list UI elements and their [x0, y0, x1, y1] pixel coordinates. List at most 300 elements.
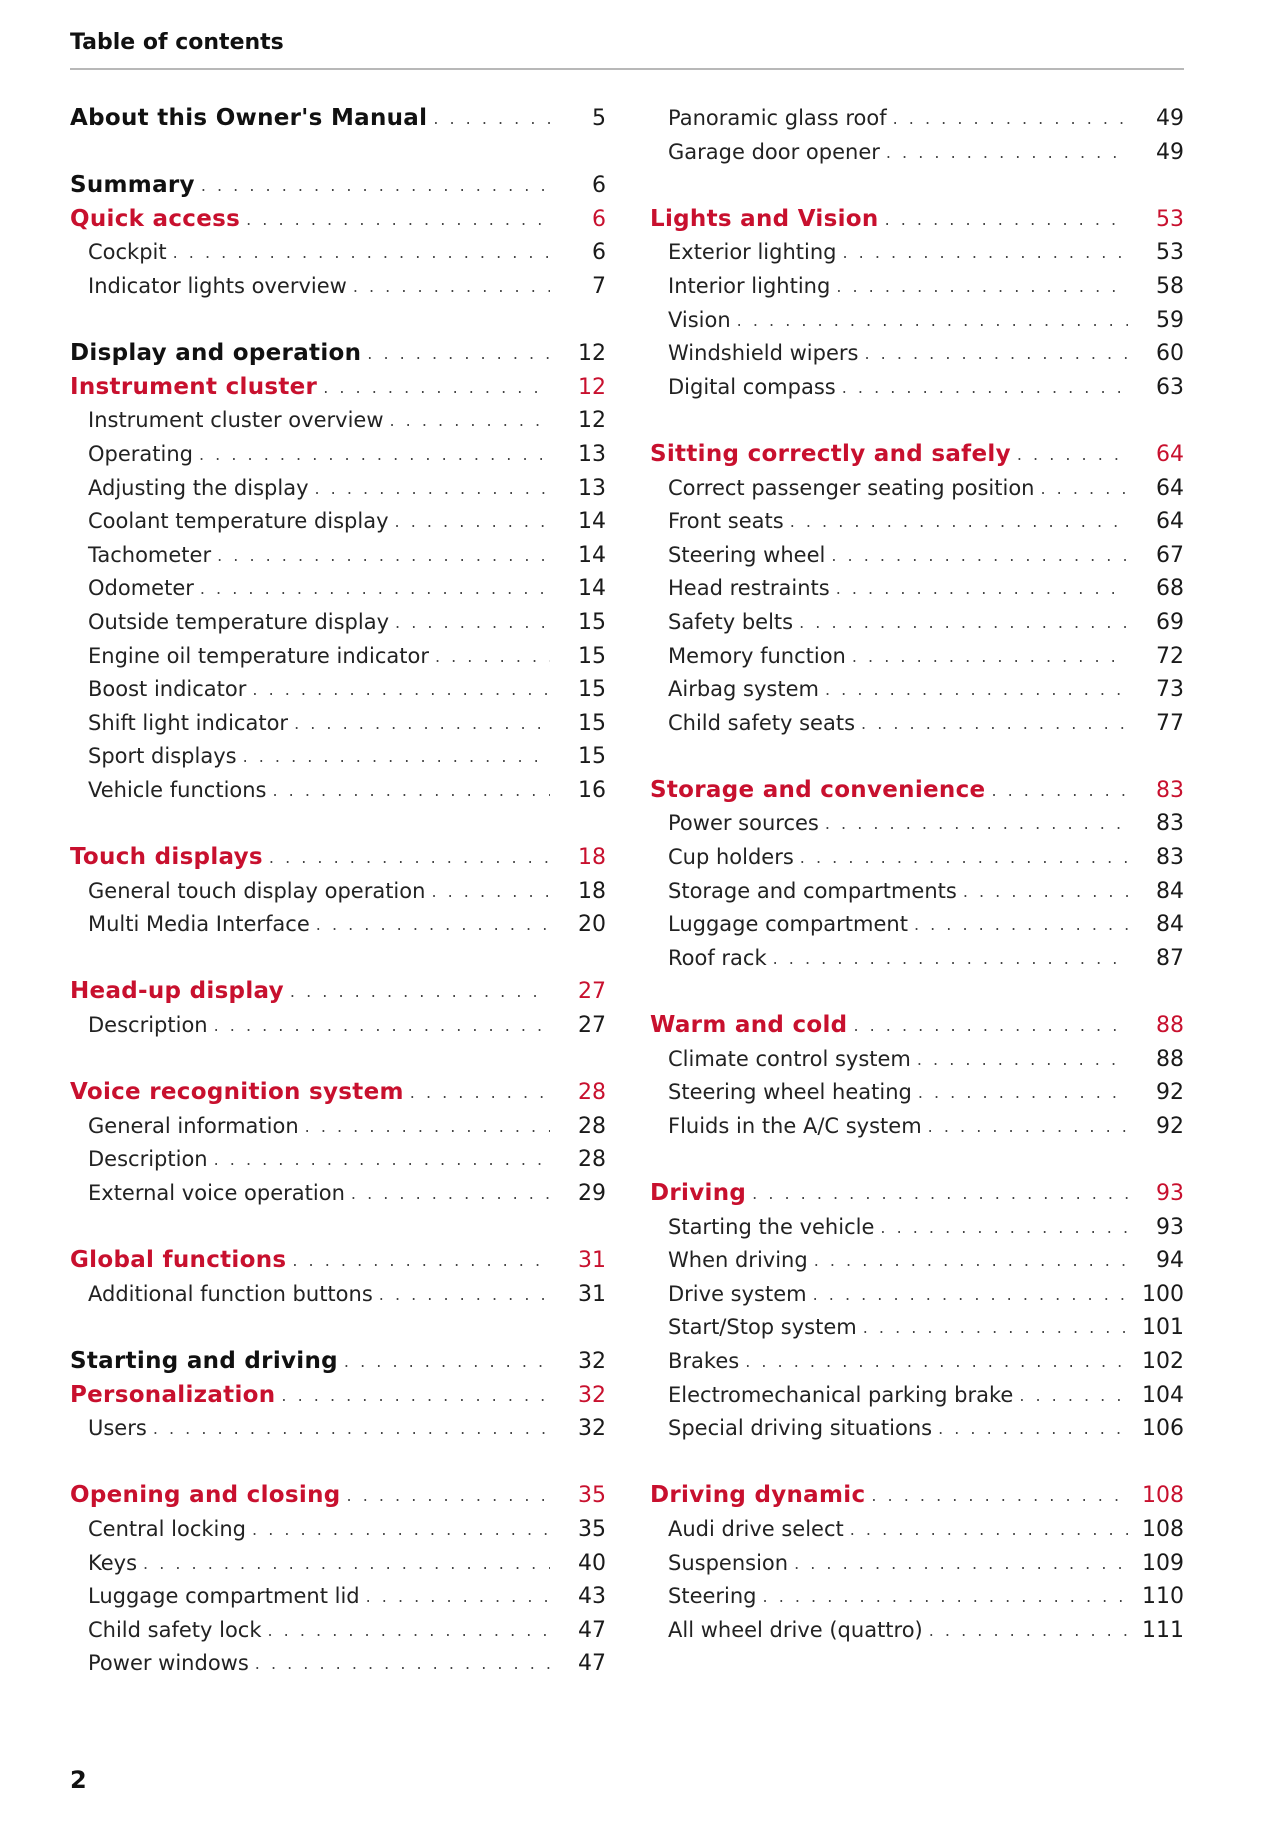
- toc-entry[interactable]: [650, 841, 1184, 875]
- toc-entry-page: 15: [578, 677, 606, 703]
- toc-chapter[interactable]: [70, 975, 606, 1009]
- toc-chapter[interactable]: [70, 1076, 606, 1110]
- toc-entry[interactable]: [650, 640, 1184, 674]
- dot-leader: [366, 1580, 550, 1614]
- dot-leader: [351, 1177, 550, 1211]
- toc-entry[interactable]: [70, 572, 606, 606]
- toc-entry-page: 14: [578, 576, 606, 602]
- dot-leader: [316, 908, 550, 942]
- toc-entry[interactable]: [650, 1076, 1184, 1110]
- toc-entry[interactable]: [70, 472, 606, 506]
- toc-entry-title: Adjusting the display: [88, 475, 309, 500]
- toc-column-right: [650, 102, 1184, 1647]
- toc-entry[interactable]: [70, 438, 606, 472]
- dot-leader: [918, 1076, 1128, 1110]
- dot-leader: [928, 1110, 1128, 1144]
- toc-entry-page: 15: [578, 643, 606, 669]
- toc-entry-page: 72: [1156, 643, 1184, 669]
- toc-entry-title: When driving: [668, 1248, 808, 1273]
- toc-entry[interactable]: [70, 236, 606, 270]
- dot-leader: [790, 505, 1128, 539]
- toc-entry-page: 14: [578, 542, 606, 568]
- toc-entry[interactable]: [70, 908, 606, 942]
- toc-entry-title: Luggage compartment lid: [88, 1584, 360, 1609]
- toc-entry-page: 73: [1156, 677, 1184, 703]
- dot-leader: [799, 606, 1128, 640]
- toc-entry-page: 92: [1156, 1080, 1184, 1106]
- toc-entry-title: Central locking: [88, 1516, 247, 1541]
- toc-entry-page: 58: [1156, 273, 1184, 299]
- toc-chapter[interactable]: [70, 1479, 606, 1513]
- toc-entry-title: Voice recognition system: [70, 1079, 404, 1106]
- toc-entry[interactable]: [650, 572, 1184, 606]
- toc-entry-page: 20: [578, 912, 606, 938]
- dot-leader: [938, 1412, 1128, 1446]
- toc-column-left: [70, 102, 606, 1681]
- toc-chapter[interactable]: [650, 1177, 1184, 1211]
- dot-leader: [305, 1110, 550, 1144]
- dot-leader: [853, 1009, 1128, 1043]
- toc-entry-title: Driving: [650, 1180, 747, 1206]
- toc-entry-page: 88: [1156, 1046, 1184, 1072]
- toc-entry-title: Panoramic glass roof: [668, 106, 887, 130]
- page-header-title: Table of contents: [70, 30, 284, 55]
- toc-entry-title: All wheel drive (quattro): [668, 1617, 923, 1642]
- dot-leader: [243, 740, 550, 774]
- dot-leader: [886, 136, 1128, 170]
- toc-entry-title: Suspension: [668, 1550, 789, 1575]
- dot-leader: [395, 606, 550, 640]
- toc-entry-title: Child safety seats: [668, 710, 856, 735]
- dot-leader: [842, 371, 1128, 405]
- dot-leader: [1041, 472, 1129, 506]
- dot-leader: [315, 472, 551, 506]
- toc-entry-page: 13: [578, 475, 606, 501]
- dot-leader: [390, 404, 551, 438]
- toc-entry-title: Correct passenger seating position: [668, 475, 1035, 500]
- toc-entry-page: 35: [578, 1483, 606, 1509]
- toc-entry-title: Child safety lock: [88, 1617, 262, 1642]
- toc-entry-page: 40: [578, 1550, 606, 1576]
- toc-entry[interactable]: [650, 337, 1184, 371]
- toc-entry-title: Vision: [668, 307, 731, 332]
- toc-entry-title: Users: [88, 1416, 147, 1441]
- toc-entry-page: 12: [578, 408, 606, 434]
- toc-entry-title: Power windows: [88, 1651, 249, 1676]
- toc-entry[interactable]: [650, 1043, 1184, 1077]
- toc-entry-title: Opening and closing: [70, 1482, 341, 1509]
- toc-entry-title: External voice operation: [88, 1181, 345, 1205]
- toc-entry[interactable]: [650, 1110, 1184, 1144]
- toc-entry-title: Coolant temperature display: [88, 509, 389, 534]
- toc-entry[interactable]: [650, 136, 1184, 170]
- toc-entry-title: Additional function buttons: [88, 1281, 373, 1306]
- toc-entry-page: 108: [1142, 1516, 1184, 1542]
- toc-entry-page: 93: [1156, 1214, 1184, 1240]
- toc-entry-title: Lights and Vision: [650, 205, 879, 232]
- toc-entry-page: 109: [1142, 1550, 1184, 1576]
- toc-chapter[interactable]: [70, 371, 606, 405]
- toc-entry-page: 87: [1156, 945, 1184, 971]
- toc-entry-page: 6: [592, 240, 606, 266]
- toc-chapter[interactable]: [70, 1244, 606, 1278]
- toc-entry[interactable]: [70, 707, 606, 741]
- toc-entry-page: 83: [1156, 811, 1184, 837]
- dot-leader: [852, 640, 1128, 674]
- toc-chapter[interactable]: [70, 1379, 606, 1413]
- toc-entry-page: 49: [1156, 106, 1184, 131]
- toc-entry-page: 27: [578, 1013, 606, 1039]
- dot-leader: [843, 236, 1129, 270]
- dot-leader: [292, 1244, 550, 1278]
- toc-entry-title: Audi drive select: [668, 1516, 844, 1541]
- toc-entry-title: Sitting correctly and safely: [650, 440, 1011, 467]
- toc-entry-page: 64: [1156, 509, 1184, 535]
- toc-entry-page: 16: [578, 777, 606, 803]
- toc-chapter[interactable]: [650, 438, 1184, 472]
- toc-entry-title: Summary: [70, 172, 195, 199]
- dot-leader: [252, 673, 550, 707]
- toc-entry[interactable]: [650, 673, 1184, 707]
- toc-entry-title: Sport displays: [88, 744, 237, 769]
- toc-entry-page: 104: [1142, 1382, 1184, 1408]
- toc-entry-page: 7: [592, 273, 606, 299]
- dot-leader: [825, 807, 1128, 841]
- toc-entry[interactable]: [70, 606, 606, 640]
- toc-entry-title: Digital compass: [668, 374, 836, 399]
- toc-entry-page: 68: [1156, 576, 1184, 602]
- toc-entry[interactable]: [650, 472, 1184, 506]
- toc-entry-title: Indicator lights overview: [88, 273, 347, 298]
- dot-leader: [1019, 1379, 1128, 1413]
- toc-entry-page: 28: [578, 1080, 606, 1106]
- toc-entry-page: 84: [1156, 912, 1184, 938]
- dot-leader: [344, 1345, 550, 1379]
- toc-entry[interactable]: [650, 1580, 1184, 1614]
- toc-entry[interactable]: [650, 908, 1184, 942]
- toc-entry[interactable]: [70, 1278, 606, 1312]
- dot-leader: [813, 1278, 1128, 1312]
- toc-entry-page: 14: [578, 509, 606, 535]
- toc-entry-page: 43: [578, 1584, 606, 1610]
- toc-section[interactable]: [70, 337, 606, 371]
- toc-entry-title: Windshield wipers: [668, 341, 859, 366]
- dot-leader: [800, 841, 1128, 875]
- toc-entry-page: 69: [1156, 609, 1184, 635]
- toc-entry[interactable]: [650, 505, 1184, 539]
- toc-entry[interactable]: [650, 236, 1184, 270]
- toc-entry-page: 32: [578, 1382, 606, 1408]
- toc-entry-page: 18: [578, 878, 606, 904]
- dot-leader: [433, 102, 550, 136]
- dot-leader: [991, 774, 1128, 808]
- dot-leader: [871, 1479, 1128, 1513]
- toc-entry-title: Touch displays: [70, 844, 263, 871]
- toc-entry-page: 27: [578, 979, 606, 1005]
- toc-entry-page: 63: [1156, 374, 1184, 400]
- toc-entry-page: 6: [592, 173, 606, 199]
- dot-leader: [737, 304, 1128, 338]
- toc-entry-page: 111: [1142, 1617, 1184, 1643]
- dot-leader: [200, 572, 550, 606]
- dot-leader: [929, 1614, 1128, 1648]
- toc-entry-page: 53: [1156, 206, 1184, 232]
- toc-entry[interactable]: [70, 1110, 606, 1144]
- dot-leader: [763, 1580, 1128, 1614]
- dot-leader: [794, 1547, 1128, 1581]
- toc-entry-page: 15: [578, 710, 606, 736]
- toc-chapter[interactable]: [650, 774, 1184, 808]
- toc-entry-page: 12: [578, 374, 606, 400]
- toc-entry-title: Cup holders: [668, 845, 794, 870]
- toc-entry-page: 15: [578, 744, 606, 770]
- dot-leader: [963, 875, 1128, 909]
- toc-entry-title: Fluids in the A/C system: [668, 1113, 922, 1138]
- dot-leader: [850, 1513, 1128, 1547]
- toc-entry-title: Description: [88, 1013, 208, 1038]
- toc-entry-title: Cockpit: [88, 240, 167, 265]
- dot-leader: [269, 841, 550, 875]
- page-number: 2: [70, 1766, 87, 1794]
- dot-leader: [353, 270, 550, 304]
- toc-entry-title: Boost indicator: [88, 677, 247, 702]
- dot-leader: [255, 1647, 550, 1681]
- toc-chapter[interactable]: [650, 1009, 1184, 1043]
- dot-leader: [217, 539, 550, 573]
- toc-entry-title: Steering wheel: [668, 542, 826, 567]
- toc-entry-page: 59: [1156, 307, 1184, 333]
- toc-entry[interactable]: [70, 1614, 606, 1648]
- toc-entry-title: Operating: [88, 441, 193, 466]
- toc-entry-title: Head-up display: [70, 978, 284, 1005]
- dot-leader: [294, 707, 550, 741]
- toc-entry[interactable]: [650, 1614, 1184, 1648]
- toc-entry-page: 28: [578, 1147, 606, 1173]
- toc-entry[interactable]: [650, 1211, 1184, 1245]
- dot-leader: [153, 1412, 550, 1446]
- toc-entry[interactable]: [70, 1177, 606, 1211]
- toc-entry[interactable]: [70, 1647, 606, 1681]
- toc-entry[interactable]: [70, 1580, 606, 1614]
- toc-entry-title: About this Owner's Manual: [70, 105, 428, 131]
- toc-entry-page: 83: [1156, 845, 1184, 871]
- toc-entry-page: 100: [1142, 1281, 1184, 1307]
- toc-entry[interactable]: [650, 1311, 1184, 1345]
- toc-entry-page: 93: [1156, 1181, 1184, 1206]
- toc-entry-title: Steering wheel heating: [668, 1080, 912, 1105]
- dot-leader: [431, 875, 550, 909]
- toc-entry-title: Starting the vehicle: [668, 1214, 875, 1239]
- toc-entry-page: 108: [1142, 1483, 1184, 1509]
- dot-leader: [752, 1177, 1128, 1211]
- toc-entry-title: Storage and compartments: [668, 878, 957, 903]
- dot-leader: [246, 203, 550, 237]
- toc-entry-title: Front seats: [668, 509, 784, 534]
- toc-entry[interactable]: [70, 270, 606, 304]
- toc-entry[interactable]: [70, 875, 606, 909]
- dot-leader: [831, 539, 1128, 573]
- toc-entry[interactable]: [650, 1244, 1184, 1278]
- dot-leader: [863, 1311, 1128, 1345]
- toc-entry-title: Electromechanical parking brake: [668, 1382, 1014, 1407]
- toc-entry[interactable]: [650, 304, 1184, 338]
- toc-entry-title: Keys: [88, 1550, 138, 1575]
- dot-leader: [173, 236, 550, 270]
- toc-entry-title: Interior lighting: [668, 273, 831, 298]
- toc-entry-title: Steering: [668, 1584, 757, 1609]
- toc-entry[interactable]: [650, 875, 1184, 909]
- dot-leader: [214, 1143, 550, 1177]
- toc-entry-title: Memory function: [668, 643, 846, 668]
- toc-entry-page: 47: [578, 1651, 606, 1677]
- toc-entry-page: 106: [1142, 1416, 1184, 1442]
- toc-entry-page: 12: [578, 341, 606, 367]
- toc-entry[interactable]: [70, 505, 606, 539]
- dot-leader: [410, 1076, 550, 1110]
- toc-entry-page: 13: [578, 441, 606, 467]
- toc-entry-page: 31: [578, 1281, 606, 1307]
- toc-entry[interactable]: [650, 102, 1184, 136]
- toc-entry[interactable]: [70, 1412, 606, 1446]
- toc-entry-page: 32: [578, 1348, 606, 1374]
- dot-leader: [814, 1244, 1128, 1278]
- toc-chapter[interactable]: [650, 1479, 1184, 1513]
- toc-entry[interactable]: [650, 371, 1184, 405]
- toc-entry-title: General information: [88, 1113, 299, 1138]
- toc-entry[interactable]: [70, 673, 606, 707]
- toc-entry-title: Luggage compartment: [668, 912, 908, 937]
- toc-entry[interactable]: [70, 740, 606, 774]
- toc-entry-page: 77: [1156, 710, 1184, 736]
- toc-entry-page: 110: [1142, 1584, 1184, 1610]
- toc-entry-title: Quick access: [70, 205, 241, 232]
- toc-entry[interactable]: [70, 774, 606, 808]
- toc-entry[interactable]: [650, 807, 1184, 841]
- toc-entry-page: 102: [1142, 1348, 1184, 1374]
- dot-leader: [773, 942, 1128, 976]
- toc-section[interactable]: [70, 1345, 606, 1379]
- dot-leader: [199, 438, 550, 472]
- toc-entry-title: Display and operation: [70, 340, 362, 367]
- toc-entry-page: 64: [1156, 475, 1184, 501]
- toc-entry[interactable]: [70, 539, 606, 573]
- toc-entry-title: Roof rack: [668, 945, 767, 970]
- toc-entry-title: Brakes: [668, 1348, 740, 1373]
- toc-entry[interactable]: [70, 640, 606, 674]
- dot-leader: [1017, 438, 1128, 472]
- toc-entry-title: Personalization: [70, 1381, 276, 1408]
- dot-leader: [347, 1479, 550, 1513]
- toc-entry-page: 53: [1156, 240, 1184, 266]
- dot-leader: [367, 337, 550, 371]
- dot-leader: [893, 102, 1128, 136]
- dot-leader: [201, 169, 550, 203]
- toc-entry[interactable]: [650, 942, 1184, 976]
- dot-leader: [914, 908, 1128, 942]
- dot-leader: [880, 1211, 1128, 1245]
- toc-entry-title: Drive system: [668, 1281, 807, 1306]
- dot-leader: [864, 337, 1128, 371]
- toc-entry[interactable]: [70, 404, 606, 438]
- dot-leader: [273, 774, 551, 808]
- dot-leader: [395, 505, 550, 539]
- dot-leader: [323, 371, 550, 405]
- dot-leader: [836, 270, 1128, 304]
- toc-entry-page: 83: [1156, 777, 1184, 803]
- toc-section[interactable]: [70, 169, 606, 203]
- toc-entry-title: Instrument cluster: [70, 373, 318, 400]
- toc-entry-title: Storage and convenience: [650, 776, 986, 803]
- toc-entry-title: Instrument cluster overview: [88, 408, 384, 433]
- toc-entry[interactable]: [70, 1547, 606, 1581]
- dot-leader: [214, 1009, 550, 1043]
- toc-entry[interactable]: [70, 1143, 606, 1177]
- toc-entry[interactable]: [650, 707, 1184, 741]
- toc-entry-page: 29: [578, 1181, 606, 1206]
- toc-entry-title: Exterior lighting: [668, 240, 837, 265]
- toc-entry-title: Outside temperature display: [88, 609, 390, 634]
- dot-leader: [379, 1278, 550, 1312]
- toc-entry-page: 49: [1156, 139, 1184, 165]
- toc-chapter[interactable]: [650, 203, 1184, 237]
- dot-leader: [290, 975, 550, 1009]
- toc-section[interactable]: [70, 102, 606, 136]
- toc-entry[interactable]: [70, 1009, 606, 1043]
- toc-entry-title: Head restraints: [668, 576, 830, 601]
- toc-entry-page: 28: [578, 1113, 606, 1139]
- toc-entry[interactable]: [650, 539, 1184, 573]
- toc-entry[interactable]: [650, 1412, 1184, 1446]
- toc-entry[interactable]: [650, 270, 1184, 304]
- toc-entry-title: Engine oil temperature indicator: [88, 643, 429, 668]
- toc-entry-title: Power sources: [668, 811, 819, 836]
- toc-entry-title: Description: [88, 1147, 208, 1172]
- toc-entry-title: Start/Stop system: [668, 1315, 857, 1340]
- toc-entry-page: 5: [592, 106, 606, 131]
- toc-entry-title: General touch display operation: [88, 878, 426, 903]
- toc-entry[interactable]: [650, 1379, 1184, 1413]
- toc-entry-page: 60: [1156, 341, 1184, 367]
- toc-entry-page: 94: [1156, 1248, 1184, 1274]
- toc-entry-page: 92: [1156, 1113, 1184, 1139]
- toc-entry-page: 88: [1156, 1013, 1184, 1039]
- toc-entry-title: Warm and cold: [650, 1012, 848, 1039]
- dot-leader: [252, 1513, 550, 1547]
- toc-entry-title: Multi Media Interface: [88, 912, 310, 937]
- toc-chapter[interactable]: [70, 203, 606, 237]
- dot-leader: [745, 1345, 1128, 1379]
- dot-leader: [143, 1547, 550, 1581]
- header-divider: [70, 68, 1184, 70]
- toc-entry[interactable]: [650, 1513, 1184, 1547]
- toc-entry-page: 101: [1142, 1315, 1184, 1341]
- dot-leader: [268, 1614, 551, 1648]
- toc-entry-title: Airbag system: [668, 677, 819, 702]
- toc-entry[interactable]: [650, 1278, 1184, 1312]
- toc-entry-page: 32: [578, 1416, 606, 1442]
- toc-entry-title: Odometer: [88, 576, 194, 601]
- toc-entry[interactable]: [650, 1345, 1184, 1379]
- dot-leader: [836, 572, 1128, 606]
- toc-entry-page: 84: [1156, 878, 1184, 904]
- toc-entry-page: 67: [1156, 542, 1184, 568]
- toc-entry[interactable]: [650, 606, 1184, 640]
- toc-entry[interactable]: [70, 1513, 606, 1547]
- dot-leader: [435, 640, 550, 674]
- toc-entry-page: 18: [578, 845, 606, 871]
- toc-entry[interactable]: [650, 1547, 1184, 1581]
- toc-chapter[interactable]: [70, 841, 606, 875]
